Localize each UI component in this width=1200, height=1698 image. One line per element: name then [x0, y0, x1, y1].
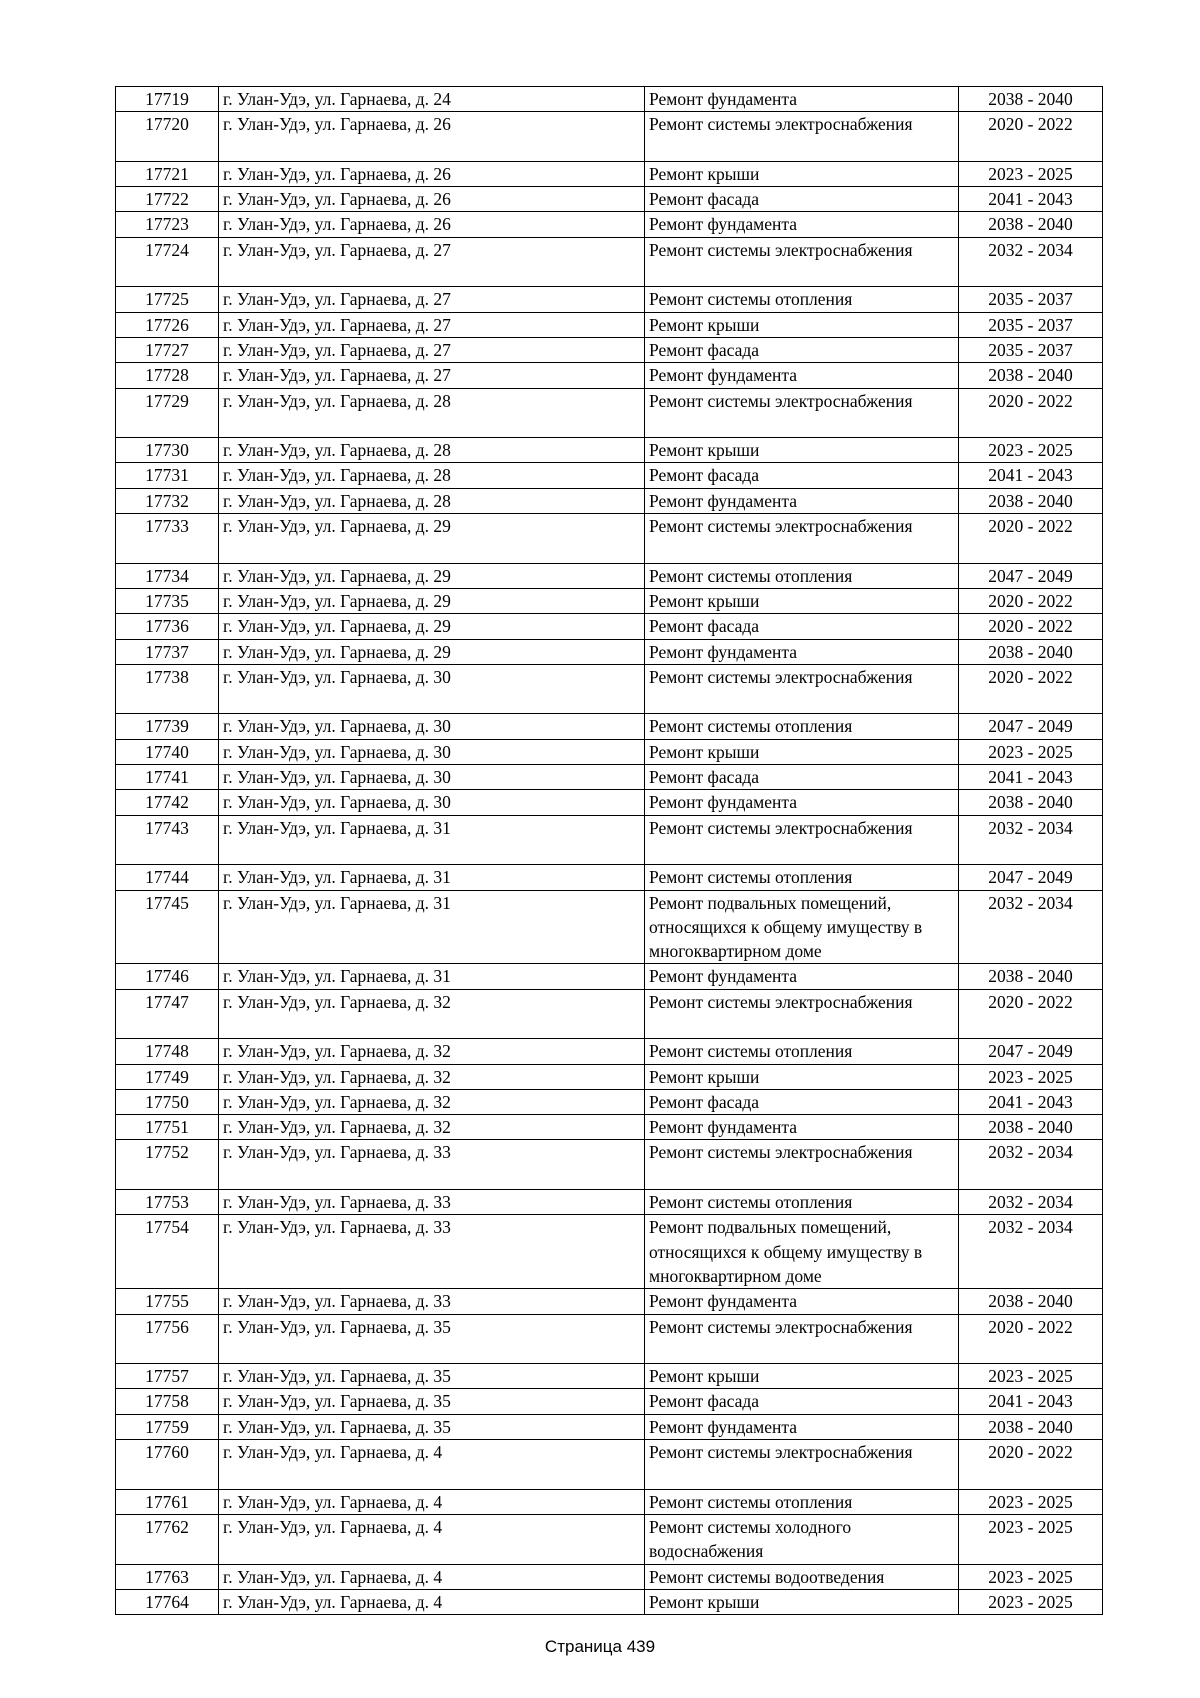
period-cell: 2032 - 2034 — [959, 1190, 1103, 1215]
work-type-cell: Ремонт фундамента — [645, 1289, 959, 1314]
address-cell: г. Улан-Удэ, ул. Гарнаева, д. 27 — [219, 287, 645, 312]
work-type-cell: Ремонт фундамента — [645, 790, 959, 815]
row-number-cell: 17741 — [116, 765, 219, 790]
period-cell: 2038 - 2040 — [959, 964, 1103, 989]
table-row — [116, 765, 1103, 790]
row-number-cell: 17748 — [116, 1039, 219, 1064]
row-number-cell: 17731 — [116, 463, 219, 488]
row-number-cell: 17721 — [116, 161, 219, 186]
period-cell: 2032 - 2034 — [959, 815, 1103, 865]
work-type-cell: Ремонт фундамента — [645, 1115, 959, 1140]
address-cell: г. Улан-Удэ, ул. Гарнаева, д. 28 — [219, 463, 645, 488]
period-cell: 2041 - 2043 — [959, 187, 1103, 212]
table-row — [116, 187, 1103, 212]
period-cell: 2023 - 2025 — [959, 1489, 1103, 1514]
address-cell: г. Улан-Удэ, ул. Гарнаева, д. 32 — [219, 1089, 645, 1114]
row-number-cell: 17746 — [116, 964, 219, 989]
table-body — [116, 87, 1103, 1615]
period-cell: 2020 - 2022 — [959, 112, 1103, 162]
address-cell: г. Улан-Удэ, ул. Гарнаева, д. 29 — [219, 614, 645, 639]
table-row — [116, 1514, 1103, 1564]
address-cell: г. Улан-Удэ, ул. Гарнаева, д. 32 — [219, 1064, 645, 1089]
table-row — [116, 865, 1103, 890]
table-row — [116, 739, 1103, 764]
table-row — [116, 588, 1103, 613]
table-row — [116, 964, 1103, 989]
table-row — [116, 312, 1103, 337]
table-row — [116, 1314, 1103, 1364]
table-row — [116, 1564, 1103, 1589]
address-cell: г. Улан-Удэ, ул. Гарнаева, д. 33 — [219, 1289, 645, 1314]
period-cell: 2032 - 2034 — [959, 1215, 1103, 1289]
row-number-cell: 17735 — [116, 588, 219, 613]
work-type-cell: Ремонт системы отопления — [645, 714, 959, 739]
row-number-cell: 17745 — [116, 890, 219, 964]
address-cell: г. Улан-Удэ, ул. Гарнаева, д. 31 — [219, 890, 645, 964]
row-number-cell: 17758 — [116, 1389, 219, 1414]
work-type-cell: Ремонт фасада — [645, 614, 959, 639]
period-cell: 2020 - 2022 — [959, 989, 1103, 1039]
address-cell: г. Улан-Удэ, ул. Гарнаева, д. 32 — [219, 1039, 645, 1064]
row-number-cell: 17753 — [116, 1190, 219, 1215]
work-type-cell: Ремонт крыши — [645, 1064, 959, 1089]
row-number-cell: 17759 — [116, 1414, 219, 1439]
address-cell: г. Улан-Удэ, ул. Гарнаева, д. 35 — [219, 1389, 645, 1414]
table-row — [116, 1064, 1103, 1089]
address-cell: г. Улан-Удэ, ул. Гарнаева, д. 26 — [219, 112, 645, 162]
table-row — [116, 1364, 1103, 1389]
work-type-cell: Ремонт системы отопления — [645, 1190, 959, 1215]
address-cell: г. Улан-Удэ, ул. Гарнаева, д. 27 — [219, 337, 645, 362]
work-type-cell: Ремонт системы электроснабжения — [645, 1314, 959, 1364]
work-type-cell: Ремонт системы электроснабжения — [645, 388, 959, 438]
address-cell: г. Улан-Удэ, ул. Гарнаева, д. 30 — [219, 714, 645, 739]
period-cell: 2041 - 2043 — [959, 765, 1103, 790]
table-row — [116, 438, 1103, 463]
address-cell: г. Улан-Удэ, ул. Гарнаева, д. 29 — [219, 514, 645, 564]
period-cell: 2038 - 2040 — [959, 87, 1103, 112]
row-number-cell: 17719 — [116, 87, 219, 112]
work-type-cell: Ремонт системы отопления — [645, 287, 959, 312]
row-number-cell: 17751 — [116, 1115, 219, 1140]
work-type-cell: Ремонт системы отопления — [645, 1039, 959, 1064]
period-cell: 2041 - 2043 — [959, 1389, 1103, 1414]
address-cell: г. Улан-Удэ, ул. Гарнаева, д. 29 — [219, 639, 645, 664]
row-number-cell: 17764 — [116, 1589, 219, 1614]
table-row — [116, 1140, 1103, 1190]
row-number-cell: 17749 — [116, 1064, 219, 1089]
period-cell: 2023 - 2025 — [959, 1514, 1103, 1564]
table-row — [116, 614, 1103, 639]
row-number-cell: 17730 — [116, 438, 219, 463]
row-number-cell: 17762 — [116, 1514, 219, 1564]
work-type-cell: Ремонт фасада — [645, 1089, 959, 1114]
address-cell: г. Улан-Удэ, ул. Гарнаева, д. 33 — [219, 1140, 645, 1190]
address-cell: г. Улан-Удэ, ул. Гарнаева, д. 32 — [219, 1115, 645, 1140]
work-type-cell: Ремонт фундамента — [645, 363, 959, 388]
work-type-cell: Ремонт крыши — [645, 312, 959, 337]
period-cell: 2032 - 2034 — [959, 1140, 1103, 1190]
address-cell: г. Улан-Удэ, ул. Гарнаева, д. 31 — [219, 964, 645, 989]
address-cell: г. Улан-Удэ, ул. Гарнаева, д. 33 — [219, 1190, 645, 1215]
period-cell: 2032 - 2034 — [959, 890, 1103, 964]
table-row — [116, 514, 1103, 564]
table-row — [116, 1115, 1103, 1140]
work-type-cell: Ремонт подвальных помещений, относящихся к общему имуществу в многоквартирном доме — [645, 890, 959, 964]
period-cell: 2020 - 2022 — [959, 514, 1103, 564]
work-type-cell: Ремонт системы водоотведения — [645, 1564, 959, 1589]
address-cell: г. Улан-Удэ, ул. Гарнаева, д. 26 — [219, 187, 645, 212]
row-number-cell: 17733 — [116, 514, 219, 564]
row-number-cell: 17742 — [116, 790, 219, 815]
table-row — [116, 1039, 1103, 1064]
work-type-cell: Ремонт фасада — [645, 765, 959, 790]
table-row — [116, 1389, 1103, 1414]
work-type-cell: Ремонт крыши — [645, 1589, 959, 1614]
address-cell: г. Улан-Удэ, ул. Гарнаева, д. 30 — [219, 790, 645, 815]
table-row — [116, 212, 1103, 237]
work-type-cell: Ремонт крыши — [645, 438, 959, 463]
table-row — [116, 237, 1103, 287]
work-type-cell: Ремонт системы отопления — [645, 563, 959, 588]
table-row — [116, 890, 1103, 964]
work-type-cell: Ремонт фундамента — [645, 964, 959, 989]
work-type-cell: Ремонт фундамента — [645, 87, 959, 112]
period-cell: 2041 - 2043 — [959, 463, 1103, 488]
work-type-cell: Ремонт системы холодного водоснабжения — [645, 1514, 959, 1564]
work-type-cell: Ремонт системы электроснабжения — [645, 1140, 959, 1190]
address-cell: г. Улан-Удэ, ул. Гарнаева, д. 4 — [219, 1564, 645, 1589]
work-type-cell: Ремонт фасада — [645, 337, 959, 362]
table-row — [116, 337, 1103, 362]
period-cell: 2035 - 2037 — [959, 287, 1103, 312]
period-cell: 2023 - 2025 — [959, 1589, 1103, 1614]
period-cell: 2038 - 2040 — [959, 212, 1103, 237]
address-cell: г. Улан-Удэ, ул. Гарнаева, д. 27 — [219, 312, 645, 337]
row-number-cell: 17738 — [116, 664, 219, 714]
row-number-cell: 17750 — [116, 1089, 219, 1114]
work-type-cell: Ремонт системы отопления — [645, 1489, 959, 1514]
address-cell: г. Улан-Удэ, ул. Гарнаева, д. 28 — [219, 488, 645, 513]
period-cell: 2020 - 2022 — [959, 1440, 1103, 1490]
row-number-cell: 17720 — [116, 112, 219, 162]
address-cell: г. Улан-Удэ, ул. Гарнаева, д. 31 — [219, 815, 645, 865]
period-cell: 2038 - 2040 — [959, 1115, 1103, 1140]
period-cell: 2020 - 2022 — [959, 664, 1103, 714]
period-cell: 2020 - 2022 — [959, 614, 1103, 639]
period-cell: 2047 - 2049 — [959, 714, 1103, 739]
work-type-cell: Ремонт фасада — [645, 187, 959, 212]
row-number-cell: 17761 — [116, 1489, 219, 1514]
row-number-cell: 17724 — [116, 237, 219, 287]
table-row — [116, 488, 1103, 513]
period-cell: 2047 - 2049 — [959, 865, 1103, 890]
address-cell: г. Улан-Удэ, ул. Гарнаева, д. 32 — [219, 989, 645, 1039]
period-cell: 2038 - 2040 — [959, 639, 1103, 664]
address-cell: г. Улан-Удэ, ул. Гарнаева, д. 31 — [219, 865, 645, 890]
address-cell: г. Улан-Удэ, ул. Гарнаева, д. 35 — [219, 1364, 645, 1389]
address-cell: г. Улан-Удэ, ул. Гарнаева, д. 27 — [219, 363, 645, 388]
work-type-cell: Ремонт системы электроснабжения — [645, 237, 959, 287]
period-cell: 2038 - 2040 — [959, 790, 1103, 815]
row-number-cell: 17722 — [116, 187, 219, 212]
work-type-cell: Ремонт подвальных помещений, относящихся к общему имуществу в многоквартирном доме — [645, 1215, 959, 1289]
work-type-cell: Ремонт системы электроснабжения — [645, 514, 959, 564]
table-row — [116, 363, 1103, 388]
address-cell: г. Улан-Удэ, ул. Гарнаева, д. 28 — [219, 438, 645, 463]
table-row — [116, 1414, 1103, 1439]
row-number-cell: 17727 — [116, 337, 219, 362]
row-number-cell: 17740 — [116, 739, 219, 764]
work-type-cell: Ремонт фундамента — [645, 639, 959, 664]
page-number: Страница 439 — [544, 1637, 656, 1656]
row-number-cell: 17756 — [116, 1314, 219, 1364]
period-cell: 2035 - 2037 — [959, 337, 1103, 362]
table-row — [116, 815, 1103, 865]
period-cell: 2038 - 2040 — [959, 1414, 1103, 1439]
period-cell: 2023 - 2025 — [959, 1364, 1103, 1389]
table-row — [116, 1489, 1103, 1514]
row-number-cell: 17743 — [116, 815, 219, 865]
row-number-cell: 17744 — [116, 865, 219, 890]
work-type-cell: Ремонт фасада — [645, 463, 959, 488]
address-cell: г. Улан-Удэ, ул. Гарнаева, д. 30 — [219, 739, 645, 764]
row-number-cell: 17725 — [116, 287, 219, 312]
table-row — [116, 1289, 1103, 1314]
address-cell: г. Улан-Удэ, ул. Гарнаева, д. 30 — [219, 765, 645, 790]
row-number-cell: 17732 — [116, 488, 219, 513]
row-number-cell: 17760 — [116, 1440, 219, 1490]
address-cell: г. Улан-Удэ, ул. Гарнаева, д. 4 — [219, 1514, 645, 1564]
work-type-cell: Ремонт системы электроснабжения — [645, 1440, 959, 1490]
row-number-cell: 17736 — [116, 614, 219, 639]
row-number-cell: 17739 — [116, 714, 219, 739]
work-type-cell: Ремонт крыши — [645, 161, 959, 186]
period-cell: 2023 - 2025 — [959, 739, 1103, 764]
table-row — [116, 161, 1103, 186]
period-cell: 2047 - 2049 — [959, 1039, 1103, 1064]
work-type-cell: Ремонт фундамента — [645, 488, 959, 513]
work-type-cell: Ремонт крыши — [645, 1364, 959, 1389]
address-cell: г. Улан-Удэ, ул. Гарнаева, д. 30 — [219, 664, 645, 714]
row-number-cell: 17747 — [116, 989, 219, 1039]
table-row — [116, 664, 1103, 714]
work-type-cell: Ремонт системы электроснабжения — [645, 815, 959, 865]
table-row — [116, 112, 1103, 162]
table-row — [116, 87, 1103, 112]
table-row — [116, 989, 1103, 1039]
row-number-cell: 17723 — [116, 212, 219, 237]
address-cell: г. Улан-Удэ, ул. Гарнаева, д. 4 — [219, 1440, 645, 1490]
row-number-cell: 17757 — [116, 1364, 219, 1389]
table-row — [116, 1589, 1103, 1614]
row-number-cell: 17737 — [116, 639, 219, 664]
work-type-cell: Ремонт системы электроснабжения — [645, 112, 959, 162]
address-cell: г. Улан-Удэ, ул. Гарнаева, д. 29 — [219, 588, 645, 613]
table-row — [116, 1215, 1103, 1289]
address-cell: г. Улан-Удэ, ул. Гарнаева, д. 35 — [219, 1414, 645, 1439]
table-row — [116, 388, 1103, 438]
period-cell: 2020 - 2022 — [959, 388, 1103, 438]
row-number-cell: 17729 — [116, 388, 219, 438]
period-cell: 2020 - 2022 — [959, 1314, 1103, 1364]
table-row — [116, 1089, 1103, 1114]
table-row — [116, 714, 1103, 739]
address-cell: г. Улан-Удэ, ул. Гарнаева, д. 26 — [219, 212, 645, 237]
row-number-cell: 17754 — [116, 1215, 219, 1289]
address-cell: г. Улан-Удэ, ул. Гарнаева, д. 24 — [219, 87, 645, 112]
table-row — [116, 463, 1103, 488]
work-type-cell: Ремонт крыши — [645, 588, 959, 613]
work-type-cell: Ремонт системы электроснабжения — [645, 989, 959, 1039]
row-number-cell: 17763 — [116, 1564, 219, 1589]
address-cell: г. Улан-Удэ, ул. Гарнаева, д. 27 — [219, 237, 645, 287]
address-cell: г. Улан-Удэ, ул. Гарнаева, д. 4 — [219, 1589, 645, 1614]
row-number-cell: 17726 — [116, 312, 219, 337]
work-type-cell: Ремонт системы отопления — [645, 865, 959, 890]
period-cell: 2038 - 2040 — [959, 488, 1103, 513]
work-type-cell: Ремонт крыши — [645, 739, 959, 764]
table-row — [116, 639, 1103, 664]
period-cell: 2041 - 2043 — [959, 1089, 1103, 1114]
repair-schedule-table — [115, 86, 1103, 1615]
table-row — [116, 563, 1103, 588]
period-cell: 2038 - 2040 — [959, 363, 1103, 388]
row-number-cell: 17734 — [116, 563, 219, 588]
work-type-cell: Ремонт фундамента — [645, 1414, 959, 1439]
period-cell: 2032 - 2034 — [959, 237, 1103, 287]
address-cell: г. Улан-Удэ, ул. Гарнаева, д. 28 — [219, 388, 645, 438]
period-cell: 2023 - 2025 — [959, 438, 1103, 463]
period-cell: 2038 - 2040 — [959, 1289, 1103, 1314]
period-cell: 2023 - 2025 — [959, 161, 1103, 186]
address-cell: г. Улан-Удэ, ул. Гарнаева, д. 35 — [219, 1314, 645, 1364]
address-cell: г. Улан-Удэ, ул. Гарнаева, д. 33 — [219, 1215, 645, 1289]
period-cell: 2047 - 2049 — [959, 563, 1103, 588]
period-cell: 2023 - 2025 — [959, 1064, 1103, 1089]
work-type-cell: Ремонт фасада — [645, 1389, 959, 1414]
row-number-cell: 17728 — [116, 363, 219, 388]
table-row — [116, 1190, 1103, 1215]
table-row — [116, 287, 1103, 312]
address-cell: г. Улан-Удэ, ул. Гарнаева, д. 26 — [219, 161, 645, 186]
period-cell: 2023 - 2025 — [959, 1564, 1103, 1589]
address-cell: г. Улан-Удэ, ул. Гарнаева, д. 4 — [219, 1489, 645, 1514]
period-cell: 2020 - 2022 — [959, 588, 1103, 613]
row-number-cell: 17752 — [116, 1140, 219, 1190]
table-row — [116, 1440, 1103, 1490]
row-number-cell: 17755 — [116, 1289, 219, 1314]
work-type-cell: Ремонт системы электроснабжения — [645, 664, 959, 714]
address-cell: г. Улан-Удэ, ул. Гарнаева, д. 29 — [219, 563, 645, 588]
table-row — [116, 790, 1103, 815]
work-type-cell: Ремонт фундамента — [645, 212, 959, 237]
period-cell: 2035 - 2037 — [959, 312, 1103, 337]
